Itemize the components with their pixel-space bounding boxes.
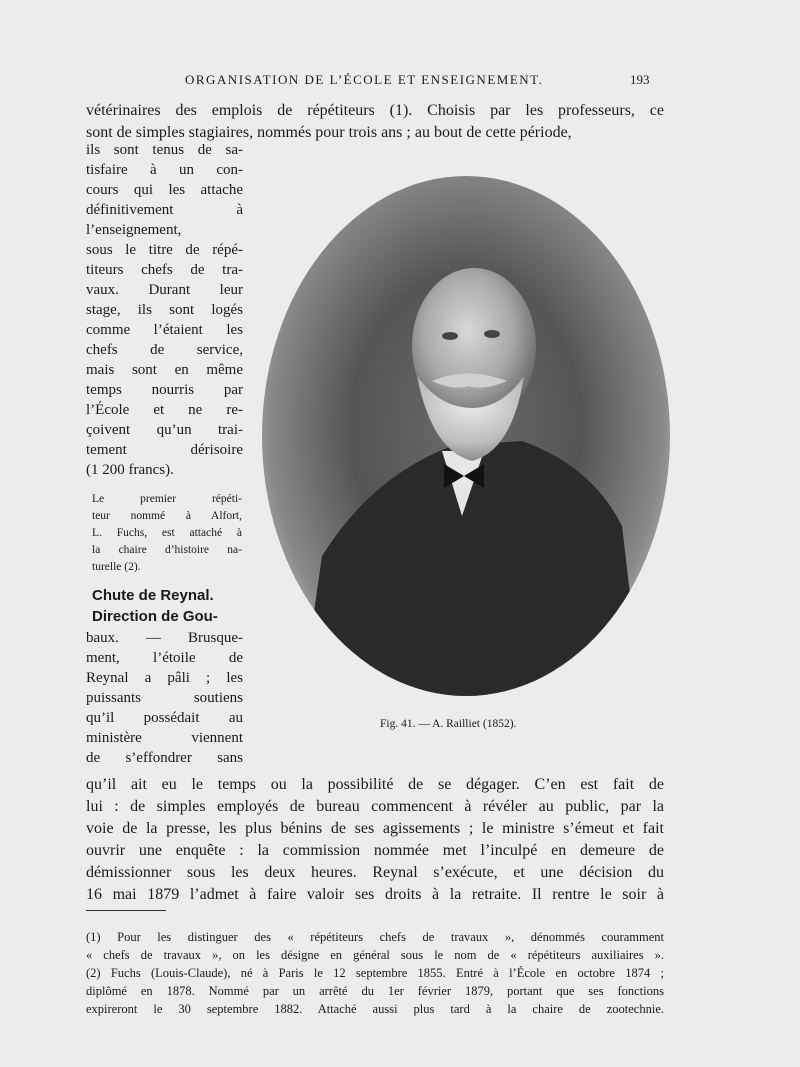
side-line: l’École et ne re- [86,402,243,418]
side-line: titeurs chefs de tra- [86,262,243,278]
body-line: voie de la presse, les plus bénins de ses agissements ; le ministre s’émeut et fait [86,820,664,837]
footnote-line: diplômé en 1878. Nommé par un arrêté du 1er février 1879, portant que ses fonctions [86,984,664,998]
body-line: 16 mai 1879 l’admet à faire valoir ses droits à la retraite. Il rentre le soir à [86,886,664,903]
side-line: l’enseignement, [86,222,182,238]
margin-note-line: Le premier répéti- [92,493,242,505]
side-line: tisfaire à un con- [86,162,243,178]
side-line: vaux. Durant leur [86,282,243,298]
portrait-photo [262,176,670,696]
side-line: comme l’étaient les [86,322,243,338]
section-line: de s’effondrer sans [86,750,243,766]
running-title: ORGANISATION DE L’ÉCOLE ET ENSEIGNEMENT. [185,72,544,87]
side-line: cours qui les attache [86,182,243,198]
footnote-rule [86,910,166,911]
body-line: qu’il ait eu le temps ou la possibilité de se dégager. C’en est fait de [86,776,664,793]
side-line: stage, ils sont logés [86,302,243,318]
side-line: ils sont tenus de sa- [86,142,243,158]
side-line: définitivement à [86,202,243,218]
side-line: tement dérisoire [86,442,243,458]
footnote-line: « chefs de travaux », on les désigne en général sous le nom de « répétiteurs auxiliaires ». [86,948,664,962]
section-line: puissants soutiens [86,690,243,706]
margin-note-line: teur nommé à Alfort, [92,510,242,522]
section-heading: Direction de Gou- [92,608,218,625]
body-line: ouvrir une enquête : la commission nommée met l’inculpé en demeure de [86,842,664,859]
portrait-illustration [262,176,670,696]
margin-note-line: turelle (2). [92,561,141,573]
margin-note-line: la chaire d’histoire na- [92,544,242,556]
footnote-line: (1) Pour les distinguer des « répétiteurs chefs de travaux », dénommés couramment [86,930,664,944]
section-line: baux. — Brusque- [86,630,243,646]
side-line: temps nourris par [86,382,243,398]
section-line: Reynal a pâli ; les [86,670,243,686]
side-line: (1 200 francs). [86,462,174,478]
body-line: sont de simples stagiaires, nommés pour trois ans ; au bout de cette période, [86,124,572,141]
footnote-line: expireront le 30 septembre 1882. Attaché aussi plus tard à la chaire de zootechnie. [86,1002,664,1016]
side-line: chefs de service, [86,342,243,358]
margin-note-line: L. Fuchs, est attaché à [92,527,242,539]
side-line: çoivent qu’un trai- [86,422,243,438]
body-line: lui : de simples employés de bureau commencent à révéler au public, par la [86,798,664,815]
section-line: ministère viennent [86,730,243,746]
side-line: mais sont en même [86,362,243,378]
section-line: qu’il possédait au [86,710,243,726]
figure-caption: Fig. 41. — A. Railliet (1852). [380,718,517,730]
body-line: vétérinaires des emplois de répétiteurs (1). Choisis par les professeurs, ce [86,102,664,119]
side-line: sous le titre de répé- [86,242,243,258]
footnote-line: (2) Fuchs (Louis-Claude), né à Paris le 12 septembre 1855. Entré à l’École en octobre 1874 ; [86,966,664,980]
section-line: ment, l’étoile de [86,650,243,666]
page-number: 193 [630,72,650,87]
body-line: démissionner sous les deux heures. Reynal s’exécute, et une décision du [86,864,664,881]
section-heading: Chute de Reynal. [92,587,214,604]
